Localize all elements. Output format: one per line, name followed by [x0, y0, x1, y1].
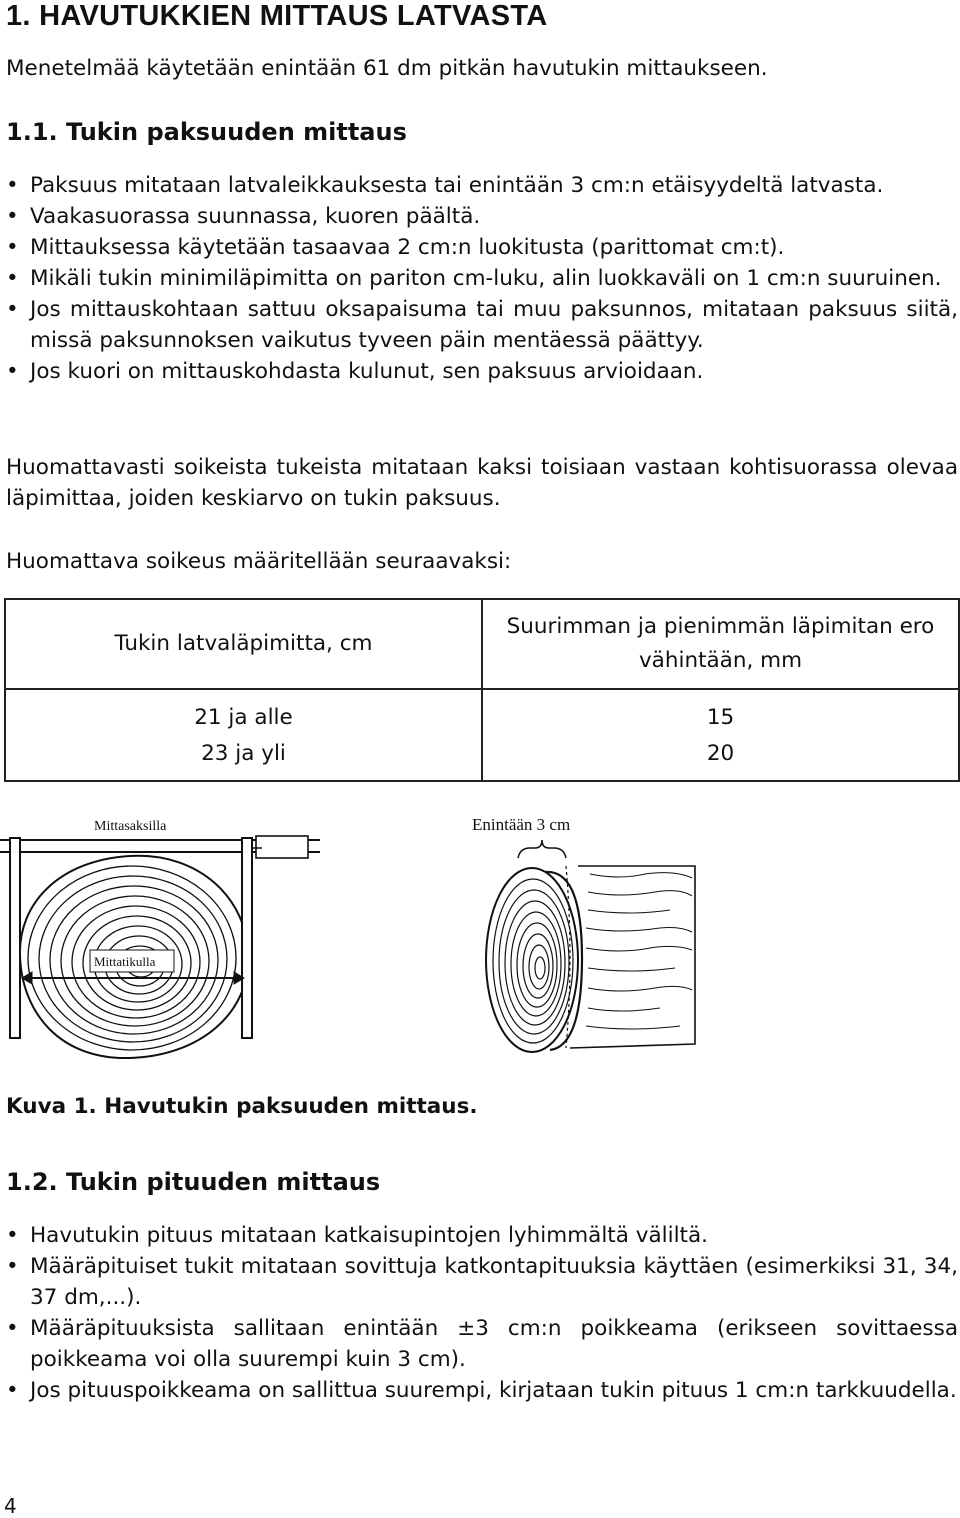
list-item: • Jos mittauskohtaan sattuu oksapaisuma tai muu paksunnos, mitataan paksuus siitä, missä paksunnoksen vaikutus tyveen päin mentäessä päättyy. [6, 294, 958, 356]
page-heading: 1. HAVUTUKKIEN MITTAUS LATVASTA [6, 0, 548, 32]
list-item: • Määräpituuksista sallitaan enintään ±3 cm:n poikkeama (erikseen sovittaessa poikkeama voi olla suurempi kuin 3 cm). [6, 1313, 958, 1375]
max-distance-label: Enintään 3 cm [472, 815, 571, 834]
brace-icon [518, 840, 566, 858]
table-header-diameter: Tukin latvaläpimitta, cm [5, 599, 482, 689]
log-end-rings [486, 868, 578, 1052]
stick-label: Mittatikulla [94, 954, 156, 969]
section-title-thickness: 1.1. Tukin paksuuden mittaus [6, 118, 407, 146]
table-header-difference: Suurimman ja pienimmän läpimitan ero vähintään, mm [482, 599, 959, 689]
figure-caption: Kuva 1. Havutukin paksuuden mittaus. [6, 1094, 478, 1119]
caliper-tool [0, 836, 320, 1038]
list-item: • Havutukin pituus mitataan katkaisupintojen lyhimmältä väliltä. [6, 1220, 958, 1251]
log-side-illustration [470, 808, 715, 1078]
log-body [546, 866, 695, 1050]
thickness-bullet-list [6, 170, 958, 387]
list-item: • Jos kuori on mittauskohdasta kulunut, sen paksuus arvioidaan. [6, 356, 958, 387]
page-number: 4 [4, 1494, 17, 1518]
ovality-definition-intro: Huomattava soikeus määritellään seuraavaksi: [6, 549, 512, 574]
list-item: • Paksuus mitataan latvaleikkauksesta tai enintään 3 cm:n etäisyydeltä latvasta. [6, 170, 958, 201]
table-cell-diameter: 21 ja alle [5, 689, 482, 736]
ovality-table [4, 598, 960, 782]
table-cell-difference: 20 [482, 736, 959, 781]
intro-text: Menetelmää käytetään enintään 61 dm pitkän havutukin mittaukseen. [6, 56, 768, 81]
list-item: • Määräpituiset tukit mitataan sovittuja katkontapituuksia käyttäen (esimerkiksi 31, 34, 37 dm,...). [6, 1251, 958, 1313]
ovality-paragraph: Huomattavasti soikeista tukeista mitataan kaksi toisiaan vastaan kohtisuorassa olevaa läpimittaa, joiden keskiarvo on tukin paksuus. [6, 455, 958, 511]
length-bullet-list [6, 1220, 958, 1406]
table-cell-difference: 15 [482, 689, 959, 736]
section-title-length: 1.2. Tukin pituuden mittaus [6, 1168, 381, 1196]
table-cell-diameter: 23 ja yli [5, 736, 482, 781]
list-item: • Vaakasuorassa suunnassa, kuoren päältä. [6, 201, 958, 232]
list-item: • Jos pituuspoikkeama on sallittua suurempi, kirjataan tukin pituus 1 cm:n tarkkuudella. [6, 1375, 958, 1406]
list-item: • Mittauksessa käytetään tasaavaa 2 cm:n luokitusta (parittomat cm:t). [6, 232, 958, 263]
caliper-label: Mittasaksilla [94, 819, 167, 834]
list-item: • Mikäli tukin minimiläpimitta on pariton cm-luku, alin luokkaväli on 1 cm:n suuruinen. [6, 263, 958, 294]
caliper-measurement-illustration [0, 808, 320, 1070]
